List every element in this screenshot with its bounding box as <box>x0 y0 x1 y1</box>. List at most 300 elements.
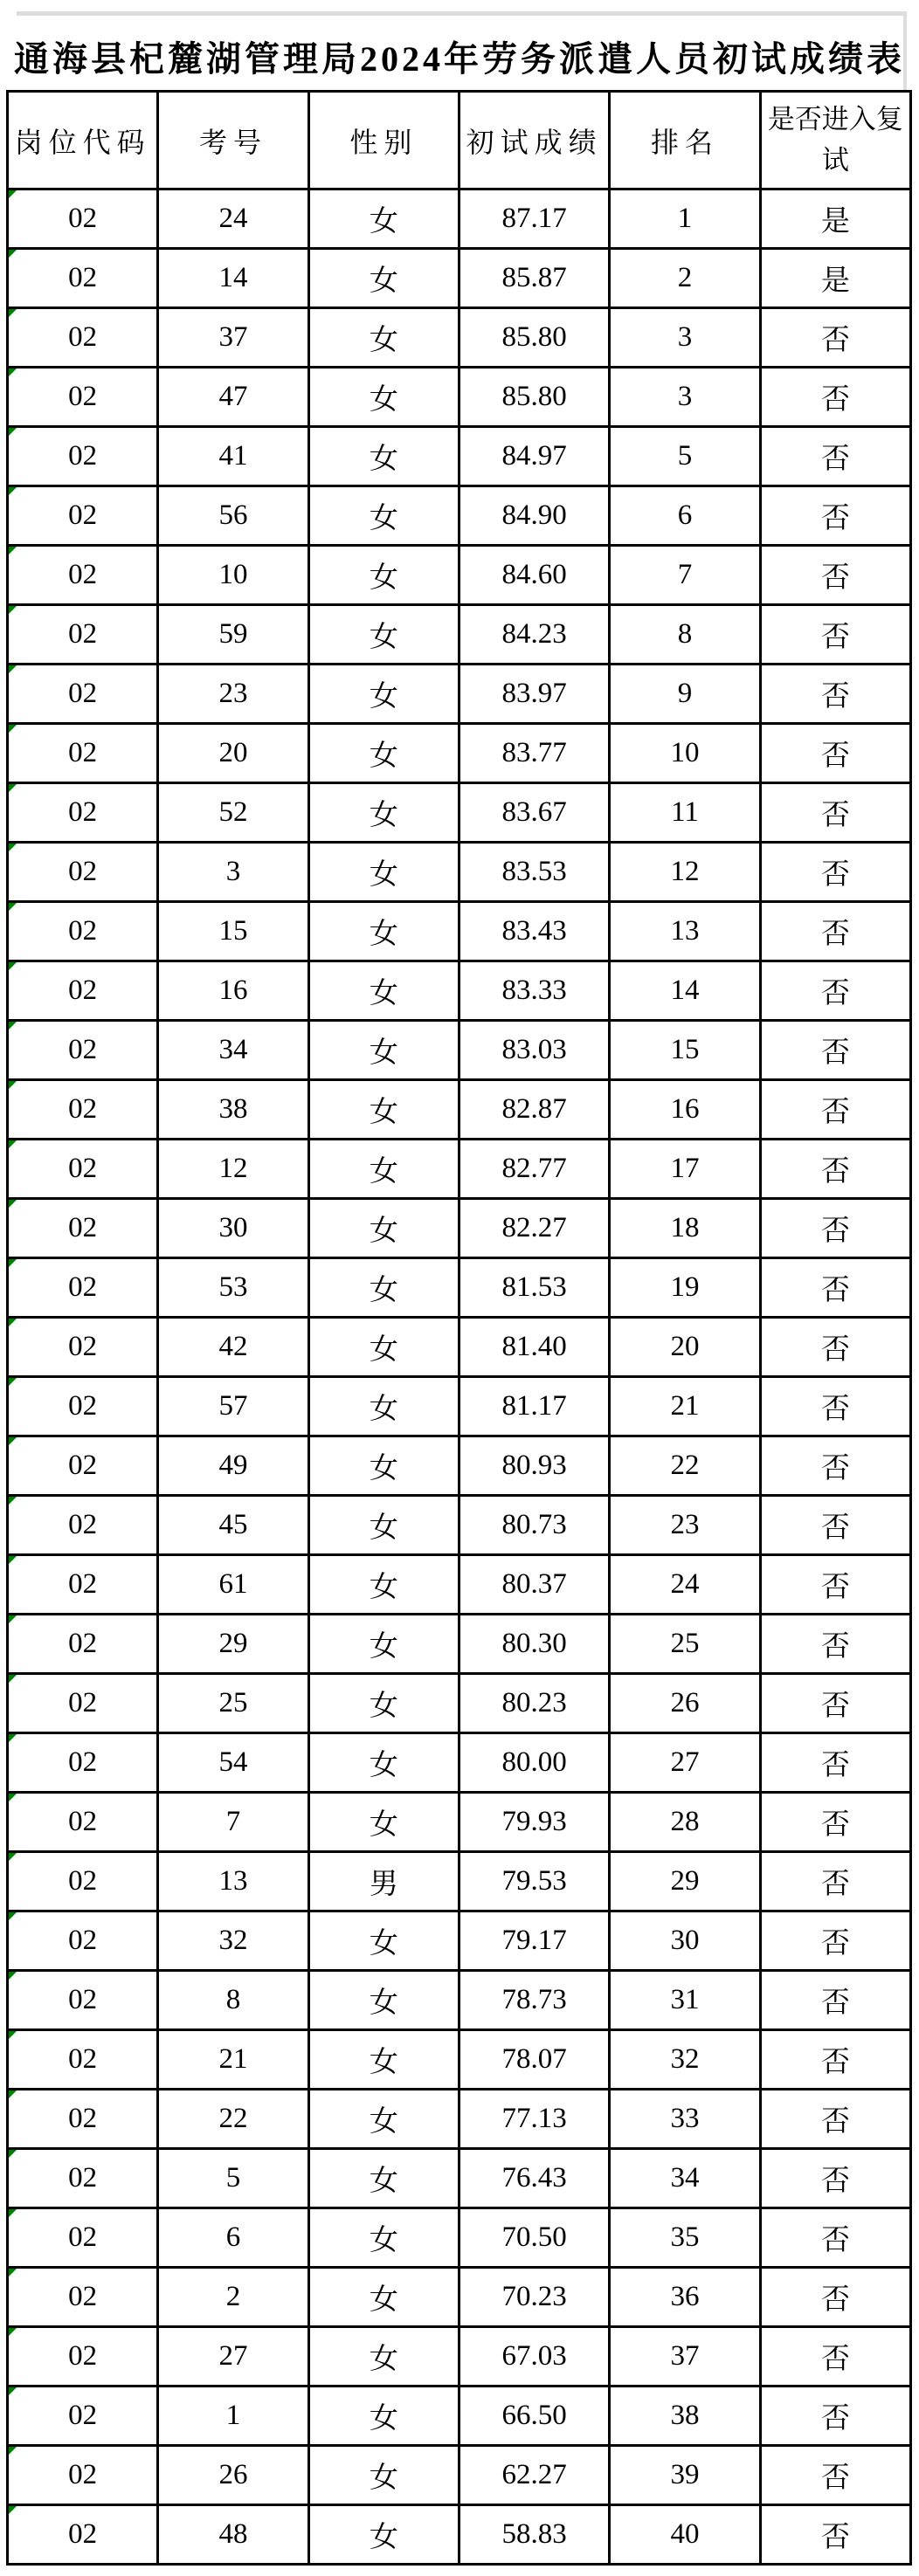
table-row <box>8 2149 911 2208</box>
cell-post_code: 02 <box>8 1555 158 1615</box>
cell-score: 80.93 <box>459 1436 609 1496</box>
cell-score: 80.30 <box>459 1615 609 1674</box>
cell-rank: 38 <box>610 2387 760 2446</box>
cell-gender: 女 <box>308 546 459 605</box>
cell-score: 83.33 <box>459 961 609 1021</box>
cell-rank: 2 <box>610 249 760 308</box>
header-row <box>8 92 911 189</box>
cell-gender: 女 <box>308 427 459 486</box>
cell-rank: 9 <box>610 665 760 724</box>
cell-post_code: 02 <box>8 1911 158 1971</box>
cell-score: 81.17 <box>459 1377 609 1436</box>
cell-exam_number: 12 <box>158 1140 308 1199</box>
cell-rank: 37 <box>610 2327 760 2387</box>
cell-score: 83.67 <box>459 783 609 843</box>
cell-post_code: 02 <box>8 1377 158 1436</box>
table-row <box>8 2030 911 2090</box>
column-header-exam_number: 考号 <box>158 92 308 189</box>
score-table <box>6 90 912 2566</box>
cell-enter_retest: 否 <box>760 486 910 546</box>
cell-post_code: 02 <box>8 605 158 665</box>
cell-exam_number: 53 <box>158 1258 308 1318</box>
cell-gender: 女 <box>308 2268 459 2327</box>
cell-enter_retest: 否 <box>760 1971 910 2030</box>
cell-gender: 女 <box>308 1971 459 2030</box>
cell-enter_retest: 否 <box>760 2446 910 2505</box>
cell-enter_retest: 否 <box>760 2208 910 2268</box>
table-row <box>8 486 911 546</box>
cell-gender: 女 <box>308 1436 459 1496</box>
cell-enter_retest: 否 <box>760 1021 910 1080</box>
table-row <box>8 1318 911 1377</box>
excel-error-triangle-icon <box>9 1200 17 1208</box>
cell-exam_number: 49 <box>158 1436 308 1496</box>
cell-exam_number: 38 <box>158 1080 308 1140</box>
cell-post_code: 02 <box>8 427 158 486</box>
cell-post_code: 02 <box>8 1436 158 1496</box>
cell-score: 70.50 <box>459 2208 609 2268</box>
cell-rank: 23 <box>610 1496 760 1555</box>
excel-error-triangle-icon <box>9 1734 17 1742</box>
excel-error-triangle-icon <box>9 368 17 376</box>
cell-enter_retest: 否 <box>760 2387 910 2446</box>
cell-enter_retest: 是 <box>760 189 910 249</box>
table-row <box>8 1971 911 2030</box>
cell-exam_number: 26 <box>158 2446 308 2505</box>
table-row <box>8 1377 911 1436</box>
cell-enter_retest: 否 <box>760 2327 910 2387</box>
cell-post_code: 02 <box>8 961 158 1021</box>
cell-rank: 11 <box>610 783 760 843</box>
cell-gender: 女 <box>308 2327 459 2387</box>
cell-enter_retest: 否 <box>760 308 910 368</box>
table-row <box>8 724 911 783</box>
cell-exam_number: 6 <box>158 2208 308 2268</box>
cell-rank: 18 <box>610 1199 760 1258</box>
cell-post_code: 02 <box>8 308 158 368</box>
cell-enter_retest: 否 <box>760 1911 910 1971</box>
cell-enter_retest: 否 <box>760 1436 910 1496</box>
cell-rank: 32 <box>610 2030 760 2090</box>
cell-rank: 20 <box>610 1318 760 1377</box>
cell-gender: 女 <box>308 249 459 308</box>
cell-gender: 女 <box>308 605 459 665</box>
excel-error-triangle-icon <box>9 1378 17 1386</box>
cell-gender: 女 <box>308 1140 459 1199</box>
excel-error-triangle-icon <box>9 1794 17 1801</box>
table-row <box>8 665 911 724</box>
cell-score: 66.50 <box>459 2387 609 2446</box>
table-row <box>8 605 911 665</box>
excel-error-triangle-icon <box>9 2209 17 2217</box>
cell-gender: 女 <box>308 2149 459 2208</box>
cell-post_code: 02 <box>8 2149 158 2208</box>
cell-enter_retest: 否 <box>760 1733 910 1793</box>
cell-post_code: 02 <box>8 2505 158 2565</box>
cell-post_code: 02 <box>8 2268 158 2327</box>
cell-enter_retest: 否 <box>760 1496 910 1555</box>
table-row <box>8 249 911 308</box>
cell-exam_number: 27 <box>158 2327 308 2387</box>
table-row <box>8 1436 911 1496</box>
excel-error-triangle-icon <box>9 725 17 733</box>
cell-enter_retest: 否 <box>760 368 910 427</box>
cell-enter_retest: 否 <box>760 2268 910 2327</box>
table-row <box>8 368 911 427</box>
table-row <box>8 2505 911 2565</box>
cell-enter_retest: 否 <box>760 783 910 843</box>
cell-exam_number: 22 <box>158 2090 308 2149</box>
table-row <box>8 2387 911 2446</box>
cell-rank: 15 <box>610 1021 760 1080</box>
cell-gender: 女 <box>308 2030 459 2090</box>
excel-error-triangle-icon <box>9 1081 17 1089</box>
cell-enter_retest: 否 <box>760 724 910 783</box>
cell-gender: 女 <box>308 1021 459 1080</box>
cell-gender: 男 <box>308 1852 459 1911</box>
cell-gender: 女 <box>308 1615 459 1674</box>
cell-enter_retest: 否 <box>760 665 910 724</box>
cell-enter_retest: 否 <box>760 843 910 902</box>
cell-score: 82.77 <box>459 1140 609 1199</box>
cell-exam_number: 61 <box>158 1555 308 1615</box>
cell-gender: 女 <box>308 486 459 546</box>
table-row <box>8 2268 911 2327</box>
excel-error-triangle-icon <box>9 665 17 673</box>
table-row <box>8 902 911 961</box>
cell-post_code: 02 <box>8 1496 158 1555</box>
cell-post_code: 02 <box>8 189 158 249</box>
cell-post_code: 02 <box>8 1140 158 1199</box>
cell-gender: 女 <box>308 2387 459 2446</box>
cell-exam_number: 23 <box>158 665 308 724</box>
excel-error-triangle-icon <box>9 606 17 614</box>
cell-score: 83.77 <box>459 724 609 783</box>
cell-score: 82.87 <box>459 1080 609 1140</box>
cell-rank: 36 <box>610 2268 760 2327</box>
table-row <box>8 1911 911 1971</box>
cell-enter_retest: 否 <box>760 427 910 486</box>
cell-rank: 33 <box>610 2090 760 2149</box>
cell-exam_number: 16 <box>158 961 308 1021</box>
excel-error-triangle-icon <box>9 190 17 198</box>
table-row <box>8 546 911 605</box>
table-body <box>8 189 911 2565</box>
cell-exam_number: 34 <box>158 1021 308 1080</box>
cell-gender: 女 <box>308 1080 459 1140</box>
cell-rank: 10 <box>610 724 760 783</box>
cell-score: 85.87 <box>459 249 609 308</box>
column-header-post_code: 岗位代码 <box>8 92 158 189</box>
cell-score: 80.37 <box>459 1555 609 1615</box>
cell-score: 84.97 <box>459 427 609 486</box>
excel-error-triangle-icon <box>9 1319 17 1326</box>
cell-rank: 16 <box>610 1080 760 1140</box>
cell-rank: 5 <box>610 427 760 486</box>
cell-post_code: 02 <box>8 2030 158 2090</box>
cell-post_code: 02 <box>8 2090 158 2149</box>
cell-rank: 3 <box>610 368 760 427</box>
cell-gender: 女 <box>308 1555 459 1615</box>
cell-post_code: 02 <box>8 1080 158 1140</box>
cell-post_code: 02 <box>8 1199 158 1258</box>
cell-gender: 女 <box>308 2446 459 2505</box>
table-row <box>8 1555 911 1615</box>
cell-rank: 1 <box>610 189 760 249</box>
cell-gender: 女 <box>308 308 459 368</box>
cell-post_code: 02 <box>8 1674 158 1733</box>
cell-gender: 女 <box>308 1674 459 1733</box>
cell-gender: 女 <box>308 961 459 1021</box>
cell-score: 81.40 <box>459 1318 609 1377</box>
table-row <box>8 1793 911 1852</box>
cell-score: 83.03 <box>459 1021 609 1080</box>
cell-rank: 8 <box>610 605 760 665</box>
cell-gender: 女 <box>308 1793 459 1852</box>
cell-gender: 女 <box>308 189 459 249</box>
cell-score: 70.23 <box>459 2268 609 2327</box>
cell-exam_number: 45 <box>158 1496 308 1555</box>
cell-post_code: 02 <box>8 368 158 427</box>
cell-enter_retest: 否 <box>760 1615 910 1674</box>
cell-score: 79.17 <box>459 1911 609 1971</box>
cell-exam_number: 30 <box>158 1199 308 1258</box>
excel-error-triangle-icon <box>9 2506 17 2514</box>
table-row <box>8 2090 911 2149</box>
excel-error-triangle-icon <box>9 1140 17 1148</box>
table-row <box>8 1852 911 1911</box>
cell-score: 84.23 <box>459 605 609 665</box>
cell-rank: 12 <box>610 843 760 902</box>
cell-post_code: 02 <box>8 1971 158 2030</box>
cell-post_code: 02 <box>8 1318 158 1377</box>
cell-score: 62.27 <box>459 2446 609 2505</box>
table-row <box>8 843 911 902</box>
cell-exam_number: 25 <box>158 1674 308 1733</box>
cell-gender: 女 <box>308 724 459 783</box>
cell-enter_retest: 否 <box>760 1080 910 1140</box>
cell-exam_number: 47 <box>158 368 308 427</box>
cell-score: 80.23 <box>459 1674 609 1733</box>
cell-rank: 19 <box>610 1258 760 1318</box>
table-row <box>8 308 911 368</box>
cell-rank: 35 <box>610 2208 760 2268</box>
cell-exam_number: 59 <box>158 605 308 665</box>
excel-error-triangle-icon <box>9 428 17 436</box>
excel-error-triangle-icon <box>9 2387 17 2395</box>
cell-enter_retest: 否 <box>760 1318 910 1377</box>
table-row <box>8 1733 911 1793</box>
cell-post_code: 02 <box>8 2208 158 2268</box>
cell-post_code: 02 <box>8 2327 158 2387</box>
cell-post_code: 02 <box>8 546 158 605</box>
excel-error-triangle-icon <box>9 2447 17 2455</box>
cell-gender: 女 <box>308 902 459 961</box>
excel-error-triangle-icon <box>9 250 17 258</box>
cell-gender: 女 <box>308 783 459 843</box>
excel-error-triangle-icon <box>9 2031 17 2039</box>
table-row <box>8 1496 911 1555</box>
cell-gender: 女 <box>308 1318 459 1377</box>
table-row <box>8 1615 911 1674</box>
page-edge-gridline-top <box>17 11 907 16</box>
cell-rank: 6 <box>610 486 760 546</box>
excel-error-triangle-icon <box>9 1259 17 1267</box>
excel-error-triangle-icon <box>9 784 17 792</box>
cell-score: 79.93 <box>459 1793 609 1852</box>
cell-post_code: 02 <box>8 843 158 902</box>
cell-rank: 34 <box>610 2149 760 2208</box>
cell-rank: 13 <box>610 902 760 961</box>
table-row <box>8 189 911 249</box>
cell-rank: 25 <box>610 1615 760 1674</box>
cell-gender: 女 <box>308 2505 459 2565</box>
cell-gender: 女 <box>308 1199 459 1258</box>
cell-rank: 14 <box>610 961 760 1021</box>
cell-score: 76.43 <box>459 2149 609 2208</box>
cell-rank: 39 <box>610 2446 760 2505</box>
cell-enter_retest: 否 <box>760 902 910 961</box>
cell-score: 85.80 <box>459 368 609 427</box>
cell-rank: 7 <box>610 546 760 605</box>
cell-exam_number: 8 <box>158 1971 308 2030</box>
cell-exam_number: 5 <box>158 2149 308 2208</box>
column-header-rank: 排名 <box>610 92 760 189</box>
cell-post_code: 02 <box>8 665 158 724</box>
cell-post_code: 02 <box>8 724 158 783</box>
cell-exam_number: 57 <box>158 1377 308 1436</box>
cell-rank: 22 <box>610 1436 760 1496</box>
cell-post_code: 02 <box>8 486 158 546</box>
cell-rank: 31 <box>610 1971 760 2030</box>
cell-rank: 3 <box>610 308 760 368</box>
excel-error-triangle-icon <box>9 1853 17 1861</box>
cell-post_code: 02 <box>8 1615 158 1674</box>
cell-exam_number: 14 <box>158 249 308 308</box>
cell-rank: 26 <box>610 1674 760 1733</box>
cell-score: 58.83 <box>459 2505 609 2565</box>
excel-error-triangle-icon <box>9 2269 17 2276</box>
cell-exam_number: 37 <box>158 308 308 368</box>
table-row <box>8 783 911 843</box>
cell-exam_number: 20 <box>158 724 308 783</box>
cell-rank: 30 <box>610 1911 760 1971</box>
cell-score: 82.27 <box>459 1199 609 1258</box>
cell-gender: 女 <box>308 2090 459 2149</box>
cell-enter_retest: 否 <box>760 1555 910 1615</box>
cell-gender: 女 <box>308 368 459 427</box>
excel-error-triangle-icon <box>9 1437 17 1445</box>
cell-enter_retest: 否 <box>760 605 910 665</box>
table-row <box>8 961 911 1021</box>
cell-post_code: 02 <box>8 1021 158 1080</box>
cell-exam_number: 2 <box>158 2268 308 2327</box>
cell-gender: 女 <box>308 1258 459 1318</box>
cell-score: 78.73 <box>459 1971 609 2030</box>
cell-gender: 女 <box>308 665 459 724</box>
cell-enter_retest: 否 <box>760 2505 910 2565</box>
cell-enter_retest: 否 <box>760 1674 910 1733</box>
cell-post_code: 02 <box>8 249 158 308</box>
cell-enter_retest: 否 <box>760 2090 910 2149</box>
cell-score: 67.03 <box>459 2327 609 2387</box>
cell-score: 84.60 <box>459 546 609 605</box>
column-header-score: 初试成绩 <box>459 92 609 189</box>
cell-score: 80.00 <box>459 1733 609 1793</box>
cell-post_code: 02 <box>8 1793 158 1852</box>
column-header-gender: 性别 <box>308 92 459 189</box>
cell-enter_retest: 否 <box>760 2030 910 2090</box>
excel-error-triangle-icon <box>9 1675 17 1683</box>
cell-enter_retest: 否 <box>760 2149 910 2208</box>
excel-error-triangle-icon <box>9 1615 17 1623</box>
cell-score: 85.80 <box>459 308 609 368</box>
excel-error-triangle-icon <box>9 547 17 554</box>
excel-error-triangle-icon <box>9 2090 17 2098</box>
excel-error-triangle-icon <box>9 487 17 495</box>
cell-exam_number: 54 <box>158 1733 308 1793</box>
cell-exam_number: 48 <box>158 2505 308 2565</box>
cell-rank: 29 <box>610 1852 760 1911</box>
cell-post_code: 02 <box>8 1852 158 1911</box>
table-row <box>8 2327 911 2387</box>
cell-exam_number: 32 <box>158 1911 308 1971</box>
cell-gender: 女 <box>308 843 459 902</box>
column-header-enter_retest: 是否进入复试 <box>760 92 910 189</box>
cell-rank: 21 <box>610 1377 760 1436</box>
cell-exam_number: 1 <box>158 2387 308 2446</box>
cell-post_code: 02 <box>8 783 158 843</box>
table-row <box>8 1080 911 1140</box>
cell-exam_number: 13 <box>158 1852 308 1911</box>
cell-score: 77.13 <box>459 2090 609 2149</box>
excel-error-triangle-icon <box>9 2150 17 2158</box>
cell-exam_number: 24 <box>158 189 308 249</box>
excel-error-triangle-icon <box>9 309 17 317</box>
cell-enter_retest: 否 <box>760 1199 910 1258</box>
cell-score: 87.17 <box>459 189 609 249</box>
cell-gender: 女 <box>308 2208 459 2268</box>
cell-score: 80.73 <box>459 1496 609 1555</box>
cell-exam_number: 29 <box>158 1615 308 1674</box>
table-row <box>8 1258 911 1318</box>
excel-error-triangle-icon <box>9 1912 17 1920</box>
table-row <box>8 1140 911 1199</box>
cell-score: 83.53 <box>459 843 609 902</box>
cell-exam_number: 7 <box>158 1793 308 1852</box>
cell-score: 83.97 <box>459 665 609 724</box>
excel-error-triangle-icon <box>9 1022 17 1030</box>
cell-enter_retest: 否 <box>760 1793 910 1852</box>
excel-error-triangle-icon <box>9 903 17 911</box>
cell-gender: 女 <box>308 1496 459 1555</box>
cell-gender: 女 <box>308 1911 459 1971</box>
cell-enter_retest: 是 <box>760 249 910 308</box>
table-row <box>8 1199 911 1258</box>
excel-error-triangle-icon <box>9 2328 17 2336</box>
cell-exam_number: 41 <box>158 427 308 486</box>
cell-exam_number: 52 <box>158 783 308 843</box>
page-title: 通海县杞麓湖管理局2024年劳务派遣人员初试成绩表 <box>14 39 905 79</box>
cell-gender: 女 <box>308 1377 459 1436</box>
excel-error-triangle-icon <box>9 844 17 851</box>
cell-exam_number: 3 <box>158 843 308 902</box>
table-row <box>8 2446 911 2505</box>
cell-post_code: 02 <box>8 1733 158 1793</box>
cell-enter_retest: 否 <box>760 1140 910 1199</box>
cell-score: 81.53 <box>459 1258 609 1318</box>
cell-exam_number: 42 <box>158 1318 308 1377</box>
